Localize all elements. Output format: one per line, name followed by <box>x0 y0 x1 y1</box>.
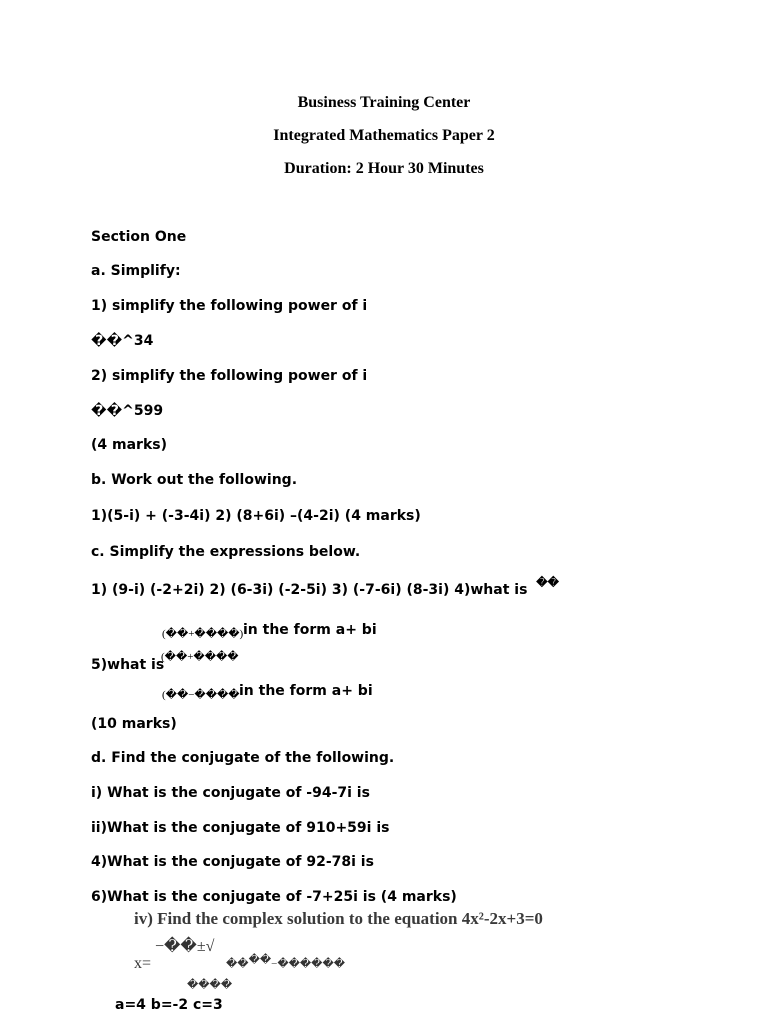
part-iv-question <box>134 909 543 929</box>
formula-x-equals: x= <box>134 955 152 972</box>
q5-suffix: in the form a+ bi <box>239 683 373 699</box>
q5-numerator: (��+���� <box>161 651 239 663</box>
part-b-heading: b. Work out the following. <box>91 472 298 488</box>
part-c-fraction-numerator: �� <box>536 577 559 589</box>
part-c-marks: (10 marks) <box>91 716 177 732</box>
school-name: Business Training Center <box>297 94 471 111</box>
part-d-item-2: ii)What is the conjugate of 910+59i is <box>91 820 390 836</box>
part-d-item-3: 4)What is the conjugate of 92-78i is <box>91 854 374 870</box>
part-b-questions: 1)(5-i) + (-3-4i) 2) (8+6i) –(4-2i) (4 marks) <box>91 508 421 524</box>
part-a-heading: a. Simplify: <box>91 263 181 279</box>
part-a-marks: (4 marks) <box>91 437 167 453</box>
q4-suffix: in the form a+ bi <box>243 622 377 638</box>
coefficients: a=4 b=-2 c=3 <box>115 997 223 1013</box>
formula-denominator: ���� <box>187 979 233 991</box>
part-d-heading: d. Find the conjugate of the following. <box>91 750 395 766</box>
q5-prefix: 5)what is <box>91 657 165 673</box>
part-c-questions <box>91 577 559 600</box>
formula-numerator: −��±√ <box>155 938 215 955</box>
part-c-questions-text: 1) (9-i) (-2+2i) 2) (6-3i) (-2-5i) 3) (-7-6i) (8-3i) 4)what is <box>91 582 528 598</box>
part-a-question-1: 1) simplify the following power of i <box>91 298 368 314</box>
formula-radicand-tail: −������ <box>271 958 346 970</box>
part-c-heading: c. Simplify the expressions below. <box>91 544 361 560</box>
part-d-item-1: i) What is the conjugate of -94-7i is <box>91 785 370 801</box>
part-a-expression-1: ��^34 <box>91 333 154 349</box>
q5-denominator: (��−���� <box>162 689 240 701</box>
exam-duration: Duration: 2 Hour 30 Minutes <box>284 160 484 177</box>
formula-radicand-base: �� <box>226 958 249 970</box>
part-iv-text: Find the complex solution to the equation 4x²-2x+3=0 <box>157 909 543 928</box>
part-d-item-4: 6)What is the conjugate of -7+25i is (4 marks) <box>91 889 457 905</box>
formula-radicand <box>226 954 346 970</box>
paper-title: Integrated Mathematics Paper 2 <box>273 127 495 144</box>
formula-radicand-exponent: �� <box>248 954 272 966</box>
section-title: Section One <box>91 229 187 245</box>
q4-denominator: (��+����) <box>162 628 244 640</box>
part-a-expression-2: ��^599 <box>91 403 164 419</box>
part-a-question-2: 2) simplify the following power of i <box>91 368 368 384</box>
part-iv-label: iv) <box>134 909 153 928</box>
